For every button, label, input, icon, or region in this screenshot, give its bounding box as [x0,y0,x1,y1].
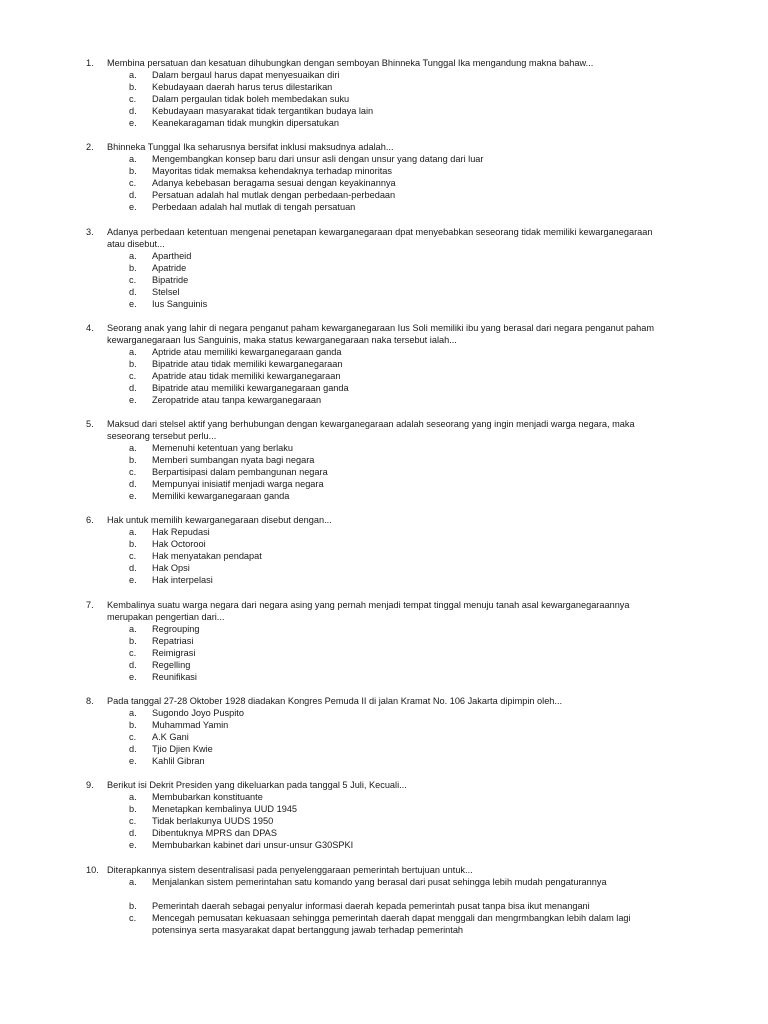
option-text: Dalam pergaulan tidak boleh membedakan suku [152,94,350,104]
question-stem [0,57,768,69]
option-letter: a. [129,347,137,357]
question-text: Berikut isi Dekrit Presiden yang dikeluarkan pada tanggal 5 Juli, Kecuali... [107,780,407,790]
option-e [0,201,768,213]
option-c [0,274,768,286]
question-9 [0,779,768,851]
option-b [0,538,768,550]
option-text: Repatriasi [152,636,194,646]
option-letter: d. [129,660,137,670]
options-list [0,526,768,586]
option-text: Dibentuknya MPRS dan DPAS [152,828,277,838]
question-10 [0,864,768,936]
option-letter: b. [129,455,137,465]
option-b [0,803,768,815]
option-letter: e. [129,672,137,682]
question-stem [0,695,768,707]
option-e [0,671,768,683]
option-text: Hak Octorooi [152,539,206,549]
question-7 [0,599,768,683]
option-text: Bipatride [152,275,189,285]
option-text: Apatride atau tidak memiliki kewarganegaraan [152,371,341,381]
option-e [0,298,768,310]
question-6 [0,514,768,586]
option-text: Hak menyatakan pendapat [152,551,262,561]
option-d [0,827,768,839]
option-letter: c. [129,732,137,742]
option-text: Zeropatride atau tanpa kewarganegaraan [152,395,322,405]
option-c [0,815,768,827]
option-letter: a. [129,708,137,718]
option-letter: e. [129,756,137,766]
option-letter: e. [129,840,137,850]
option-a [0,526,768,538]
option-text: Persatuan adalah hal mutlak dengan perbedaan-perbedaan [152,190,396,200]
option-letter: b. [129,166,137,176]
option-text: Hak Repudasi [152,527,210,537]
option-letter: d. [129,744,137,754]
question-text: Pada tanggal 27-28 Oktober 1928 diadakan Kongres Pemuda II di jalan Kramat No. 106 Jakarta dipimpin oleh... [107,696,563,706]
question-number: 1. [86,58,94,68]
question-stem [0,322,768,346]
options-list [0,153,768,213]
option-text: Kahlil Gibran [152,756,205,766]
option-letter: a. [129,792,137,802]
question-stem [0,864,768,876]
question-text: Maksud dari stelsel aktif yang berhubungan dengan kewarganegaraan adalah seseorang yang ingin menjadi warga negara, maka seseorang tersebut perlu... [107,419,635,441]
option-text: Muhammad Yamin [152,720,229,730]
option-b [0,900,768,912]
option-d [0,105,768,117]
question-stem [0,141,768,153]
option-text: Bipatride atau tidak memiliki kewarganegaraan [152,359,343,369]
options-list [0,69,768,129]
option-a [0,623,768,635]
option-text: Memiliki kewarganegaraan ganda [152,491,290,501]
option-letter: e. [129,575,137,585]
option-a [0,791,768,803]
option-b [0,635,768,647]
option-d [0,562,768,574]
option-letter: b. [129,901,137,911]
option-text: Memenuhi ketentuan yang berlaku [152,443,293,453]
option-letter: c. [129,816,137,826]
option-letter: c. [129,178,137,188]
question-stem [0,226,768,250]
option-letter: b. [129,539,137,549]
question-stem [0,779,768,791]
option-text: Dalam bergaul harus dapat menyesuaikan diri [152,70,340,80]
question-number: 10. [86,865,99,875]
question-number: 4. [86,323,94,333]
option-letter: d. [129,479,137,489]
option-b [0,81,768,93]
option-c [0,93,768,105]
question-stem [0,418,768,442]
option-text: Apartheid [152,251,192,261]
option-text: A.K Gani [152,732,189,742]
option-text: Memberi sumbangan nyata bagi negara [152,455,315,465]
option-text: Membubarkan kabinet dari unsur-unsur G30SPKI [152,840,354,850]
question-number: 7. [86,600,94,610]
option-e [0,574,768,586]
option-e [0,839,768,851]
option-letter: b. [129,263,137,273]
option-b [0,719,768,731]
option-c [0,647,768,659]
option-letter: d. [129,828,137,838]
option-text: Ius Sanguinis [152,299,208,309]
question-number: 3. [86,227,94,237]
question-stem [0,599,768,623]
option-letter: c. [129,551,137,561]
option-text: Mencegah pemusatan kekuasaan sehingga pemerintah daerah dapat menggali dan mengrmbangkan lebih dalam lagi potensinya serta masyarakat dapat bertanggung jawab terhadap pemerintah [152,913,631,935]
question-5 [0,418,768,502]
option-b [0,454,768,466]
option-letter: c. [129,913,137,923]
option-letter: d. [129,287,137,297]
question-text: Adanya perbedaan ketentuan mengenai penetapan kewarganegaraan dpat menyebabkan seseorang tidak memiliki kewarganegaraan atau disebut... [107,227,653,249]
option-c [0,466,768,478]
question-text: Diterapkannya sistem desentralisasi pada penyelenggaraan pemerintah bertujuan untuk... [107,865,473,875]
option-letter: b. [129,359,137,369]
option-a [0,153,768,165]
option-text: Menetapkan kembalinya UUD 1945 [152,804,298,814]
option-letter: a. [129,877,137,887]
option-text: Sugondo Joyo Puspito [152,708,244,718]
option-letter: c. [129,648,137,658]
option-c [0,912,768,936]
question-number: 5. [86,419,94,429]
question-stem [0,514,768,526]
option-letter: a. [129,251,137,261]
question-1 [0,57,768,129]
option-letter: d. [129,106,137,116]
question-8 [0,695,768,767]
option-text: Pemerintah daerah sebagai penyalur informasi daerah kepada pemerintah pusat tanpa bisa ikut menangani [152,901,590,911]
option-d [0,189,768,201]
option-letter: d. [129,563,137,573]
question-4 [0,322,768,406]
option-text: Apatride [152,263,187,273]
question-2 [0,141,768,213]
option-letter: c. [129,94,137,104]
option-d [0,286,768,298]
option-letter: e. [129,202,137,212]
option-text: Regrouping [152,624,200,634]
option-a [0,69,768,81]
question-number: 2. [86,142,94,152]
option-letter: a. [129,443,137,453]
options-list [0,442,768,502]
option-letter: c. [129,275,137,285]
option-letter: e. [129,299,137,309]
options-list [0,346,768,406]
option-e [0,394,768,406]
option-a [0,346,768,358]
option-text: Kebudayaan daerah harus terus dilestarikan [152,82,333,92]
option-d [0,478,768,490]
option-b [0,358,768,370]
option-letter: c. [129,371,137,381]
options-list [0,707,768,767]
option-letter: e. [129,118,137,128]
option-c [0,370,768,382]
option-letter: a. [129,154,137,164]
question-text: Bhinneka Tunggal Ika seharusnya bersifat inklusi maksudnya adalah... [107,142,394,152]
option-d [0,743,768,755]
option-text: Mengembangkan konsep baru dari unsur asli dengan unsur yang datang dari luar [152,154,484,164]
option-text: Membubarkan konstituante [152,792,263,802]
question-3 [0,226,768,310]
options-list [0,876,768,936]
option-a [0,442,768,454]
option-c [0,731,768,743]
option-text: Reunifikasi [152,672,197,682]
option-letter: c. [129,467,137,477]
option-text: Bipatride atau memiliki kewarganegaraan ganda [152,383,349,393]
options-list [0,791,768,851]
option-letter: e. [129,395,137,405]
option-e [0,117,768,129]
option-letter: b. [129,82,137,92]
option-a [0,876,768,900]
option-e [0,755,768,767]
option-text: Stelsel [152,287,180,297]
option-letter: b. [129,636,137,646]
option-letter: a. [129,527,137,537]
option-a [0,707,768,719]
options-list [0,623,768,683]
option-letter: b. [129,804,137,814]
option-text: Berpartisipasi dalam pembangunan negara [152,467,328,477]
option-text: Aptride atau memiliki kewarganegaraan ganda [152,347,342,357]
option-text: Kebudayaan masyarakat tidak tergantikan budaya lain [152,106,374,116]
question-text: Membina persatuan dan kesatuan dihubungkan dengan semboyan Bhinneka Tunggal Ika mengandung makna bahaw... [107,58,594,68]
option-letter: d. [129,190,137,200]
option-text: Regelling [152,660,191,670]
option-text: Hak interpelasi [152,575,213,585]
question-number: 6. [86,515,94,525]
option-b [0,262,768,274]
option-a [0,250,768,262]
option-text: Menjalankan sistem pemerintahan satu komando yang berasal dari pusat sehingga lebih mudah pengaturannya [152,877,607,887]
question-text: Hak untuk memilih kewarganegaraan disebut dengan... [107,515,332,525]
option-letter: a. [129,624,137,634]
question-number: 8. [86,696,94,706]
option-letter: d. [129,383,137,393]
question-text: Kembalinya suatu warga negara dari negara asing yang pernah menjadi tempat tinggal menuju tanah asal kewarganegaraannya merupakan pengertian dari... [107,600,630,622]
option-letter: e. [129,491,137,501]
option-d [0,659,768,671]
question-number: 9. [86,780,94,790]
option-text: Hak Opsi [152,563,190,573]
option-text: Tidak berlakunya UUDS 1950 [152,816,274,826]
options-list [0,250,768,310]
option-text: Tjio Djien Kwie [152,744,213,754]
option-text: Mayoritas tidak memaksa kehendaknya terhadap minoritas [152,166,393,176]
option-d [0,382,768,394]
option-letter: b. [129,720,137,730]
option-text: Mempunyai inisiatif menjadi warga negara [152,479,324,489]
option-b [0,165,768,177]
option-c [0,550,768,562]
option-text: Adanya kebebasan beragama sesuai dengan keyakinannya [152,178,396,188]
option-text: Keanekaragaman tidak mungkin dipersatukan [152,118,339,128]
option-text: Perbedaan adalah hal mutlak di tengah persatuan [152,202,356,212]
option-text: Reimigrasi [152,648,196,658]
option-letter: a. [129,70,137,80]
option-c [0,177,768,189]
option-e [0,490,768,502]
question-text: Seorang anak yang lahir di negara penganut paham kewarganegaraan Ius Soli memiliki ibu yang berasal dari negara penganut paham kewarganegaraan Ius Sanguinis, maka status kewarganegaraan naka tersebut ialah... [107,323,655,345]
